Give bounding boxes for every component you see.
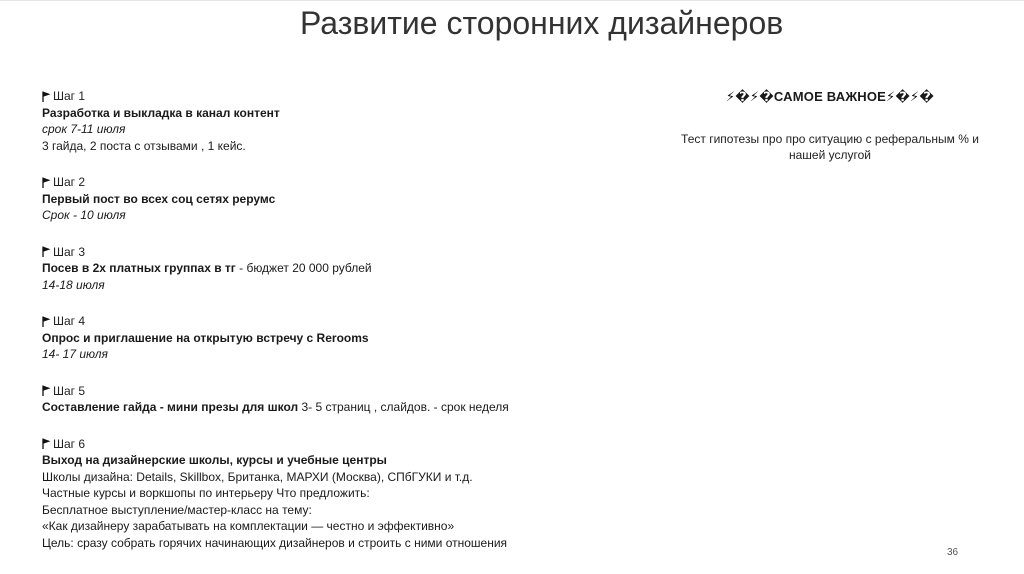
step-line — [42, 346, 602, 363]
important-heading: ⚡�⚡�САМОЕ ВАЖНОЕ⚡�⚡� — [725, 89, 935, 104]
step-line-text: Частные курсы и воркшопы по интерьеру Что предложить: — [42, 486, 370, 500]
flag-icon — [42, 316, 51, 327]
step-line — [42, 502, 602, 519]
step-line-text: 14-18 июля — [42, 277, 105, 292]
step-line — [42, 191, 602, 208]
step-block — [42, 313, 602, 363]
important-panel — [660, 89, 1000, 163]
step-label — [42, 88, 602, 105]
step-line-text: Посев в 2х платных группах в тг — [42, 261, 236, 275]
step-line-text: срок 7-11 июля — [42, 122, 126, 136]
flag-icon — [42, 438, 51, 449]
slide-title: Развитие сторонних дизайнеров — [300, 5, 784, 41]
step-label — [42, 383, 602, 400]
step-block — [42, 383, 602, 416]
step-line — [42, 469, 602, 486]
step-line — [42, 518, 602, 535]
step-line — [42, 138, 602, 155]
steps-list — [42, 88, 602, 551]
step-line — [42, 330, 602, 347]
step-block — [42, 244, 602, 294]
step-line-text: Составление гайда - мини презы для школ — [42, 400, 299, 414]
hypothesis-line: Тест гипотезы про про ситуацию с реферальным % и — [681, 132, 979, 146]
flag-icon — [42, 91, 51, 102]
step-label — [42, 174, 602, 191]
hypothesis-text — [660, 131, 1000, 163]
step-line — [42, 535, 602, 552]
step-line-text: 14- 17 июля — [42, 347, 108, 361]
step-line-text: «Как дизайнеру зарабатывать на комплектации — честно и эффективно» — [42, 519, 455, 533]
step-label — [42, 244, 602, 261]
step-line — [42, 121, 602, 138]
step-line — [42, 260, 602, 277]
flag-icon — [42, 385, 51, 396]
step-block — [42, 174, 602, 224]
page-number: 36 — [947, 547, 959, 558]
step-line-text: Первый пост во всех соц сетях рерумс — [42, 191, 276, 206]
step-line — [42, 485, 602, 502]
step-line-text: Разработка и выкладка в канал контент — [42, 105, 280, 120]
step-label — [42, 436, 602, 453]
step-line-text: 3 гайда, 2 поста с отзывами , 1 кейс. — [42, 138, 246, 153]
step-label-text: Шаг 4 — [53, 314, 86, 328]
step-label-text: Шаг 6 — [53, 436, 86, 451]
hypothesis-line: нашей услугой — [789, 148, 871, 162]
step-line-suffix: 3- 5 страниц , слайдов. - срок неделя — [298, 400, 509, 414]
step-line-text: Цель: сразу собрать горячих начинающих дизайнеров и строить с ними отношения — [42, 535, 508, 550]
flag-icon — [42, 246, 51, 257]
step-line-text: Опрос и приглашение на открытую встречу с Rerooms — [42, 330, 369, 345]
step-block — [42, 88, 602, 154]
step-block — [42, 436, 602, 552]
step-label-text: Шаг 1 — [53, 89, 86, 103]
step-line — [42, 207, 602, 224]
step-label-text: Шаг 2 — [53, 175, 86, 189]
step-line-text: Выход на дизайнерские школы, курсы и учебные центры — [42, 453, 387, 467]
step-line — [42, 277, 602, 294]
step-line — [42, 399, 602, 416]
step-label-text: Шаг 5 — [53, 383, 86, 398]
step-label — [42, 313, 602, 330]
step-label-text: Шаг 3 — [53, 244, 86, 259]
flag-icon — [42, 177, 51, 188]
step-line-text: Бесплатное выступление/мастер-класс на тему: — [42, 502, 312, 517]
step-line — [42, 452, 602, 469]
step-line-text: Школы дизайна: Details, Skillbox, Британка, МАРХИ (Москва), СПбГУКИ и т.д. — [42, 469, 473, 484]
step-line-text: Срок - 10 июля — [42, 208, 126, 222]
step-line — [42, 105, 602, 122]
step-line-suffix: - бюджет 20 000 рублей — [235, 261, 372, 275]
